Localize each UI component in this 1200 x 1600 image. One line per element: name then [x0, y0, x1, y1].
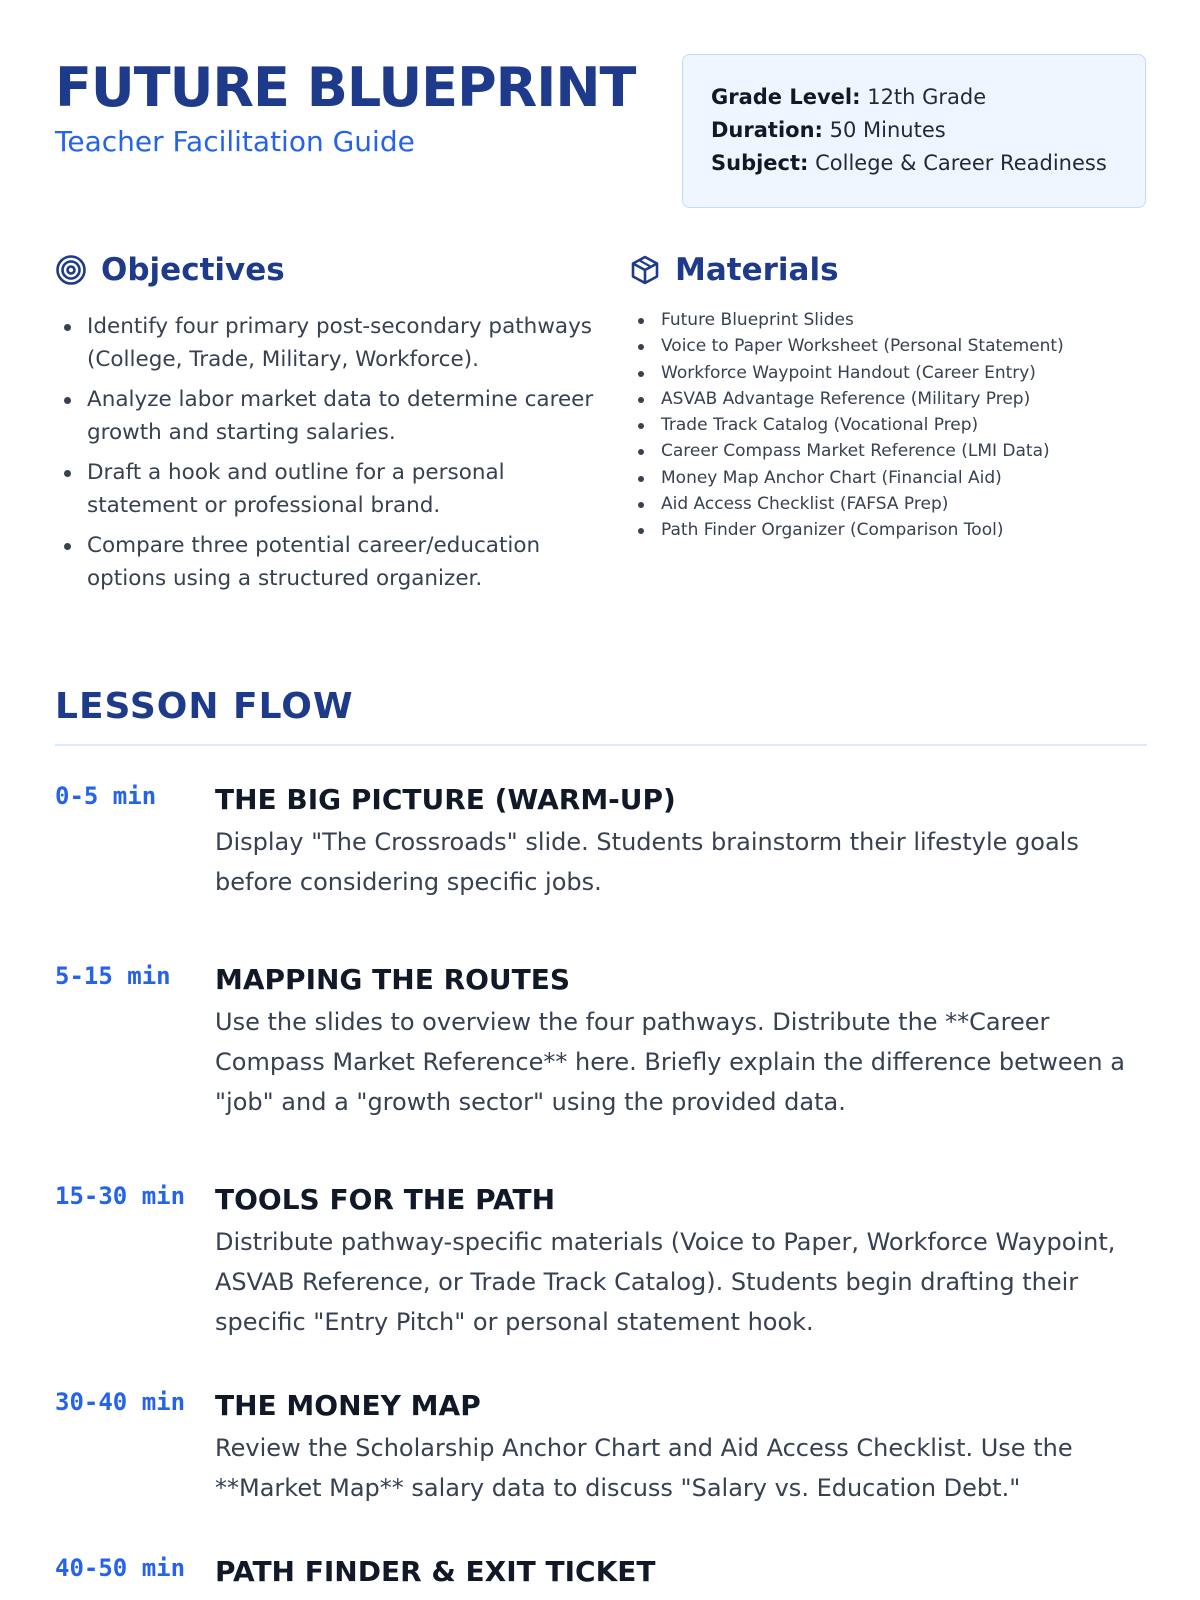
info-grade-level: [711, 81, 1145, 114]
list-item: Aid Access Checklist (FAFSA Prep): [661, 491, 1179, 517]
info-label: Grade Level:: [711, 85, 861, 109]
step-time: 0-5 min: [55, 782, 157, 810]
step-time: 40-50 min: [55, 1554, 186, 1582]
divider: [55, 744, 1147, 746]
lesson-info-box: [682, 54, 1146, 208]
step-heading: PATH FINDER & EXIT TICKET: [215, 1555, 656, 1588]
step-description: Display "The Crossroads" slide. Students brainstorm their lifestyle goals before considering specific jobs.: [215, 828, 1079, 896]
list-item: Money Map Anchor Chart (Financial Aid): [661, 465, 1179, 491]
list-item: Voice to Paper Worksheet (Personal Statement): [661, 333, 1179, 359]
objectives-title: Objectives: [101, 252, 285, 288]
step-heading: THE MONEY MAP: [215, 1389, 481, 1422]
objectives-heading: [55, 252, 285, 288]
step-heading: TOOLS FOR THE PATH: [215, 1183, 556, 1216]
step-time: 30-40 min: [55, 1388, 186, 1416]
box-icon: [629, 254, 661, 286]
list-item: ASVAB Advantage Reference (Military Prep): [661, 386, 1179, 412]
header: [55, 52, 1147, 212]
step-body: [215, 956, 1147, 1122]
materials-title: Materials: [675, 252, 839, 288]
step-body: [215, 1548, 1147, 1594]
list-item: Trade Track Catalog (Vocational Prep): [661, 412, 1179, 438]
step-description: Distribute pathway-specific materials (Voice to Paper, Workforce Waypoint, ASVAB Reference, or Trade Track Catalog). Students begin drafting their specific "Entry Pitch" or personal statement hook.: [215, 1228, 1116, 1336]
list-item: Future Blueprint Slides: [661, 307, 1179, 333]
list-item: Draft a hook and outline for a personal statement or professional brand.: [87, 456, 607, 522]
page-title: FUTURE BLUEPRINT: [55, 56, 636, 119]
info-duration: [711, 114, 1145, 147]
list-item: Identify four primary post-secondary pathways (College, Trade, Military, Workforce).: [87, 310, 607, 376]
step-time: 5-15 min: [55, 962, 171, 990]
list-item: Workforce Waypoint Handout (Career Entry): [661, 360, 1179, 386]
step-body: [215, 1176, 1147, 1342]
info-value: 12th Grade: [867, 85, 987, 109]
list-item: Path Finder Organizer (Comparison Tool): [661, 517, 1179, 543]
step-body: [215, 1382, 1147, 1508]
info-label: Duration:: [711, 118, 823, 142]
list-item: Career Compass Market Reference (LMI Data): [661, 438, 1179, 464]
step-heading: THE BIG PICTURE (WARM-UP): [215, 783, 676, 816]
step-description: Review the Scholarship Anchor Chart and Aid Access Checklist. Use the **Market Map** salary data to discuss "Salary vs. Education Debt.": [215, 1434, 1073, 1502]
target-icon: [55, 254, 87, 286]
info-label: Subject:: [711, 151, 809, 175]
list-item: Compare three potential career/education options using a structured organizer.: [87, 529, 607, 595]
list-item: Analyze labor market data to determine career growth and starting salaries.: [87, 383, 607, 449]
page-subtitle: Teacher Facilitation Guide: [55, 125, 415, 158]
lesson-flow-title: LESSON FLOW: [55, 686, 354, 727]
facilitation-guide-page: [55, 0, 1147, 1600]
materials-heading: [629, 252, 839, 288]
step-time: 15-30 min: [55, 1182, 186, 1210]
info-subject: [711, 147, 1145, 180]
info-value: 50 Minutes: [829, 118, 946, 142]
objectives-list: [55, 310, 607, 602]
step-description: Use the slides to overview the four pathways. Distribute the **Career Compass Market Reference** here. Briefly explain the difference between a "job" and a "growth sector" using the provided data.: [215, 1008, 1125, 1116]
step-body: [215, 776, 1147, 902]
info-value: College & Career Readiness: [815, 151, 1107, 175]
step-heading: MAPPING THE ROUTES: [215, 963, 571, 996]
materials-list: [629, 307, 1179, 544]
